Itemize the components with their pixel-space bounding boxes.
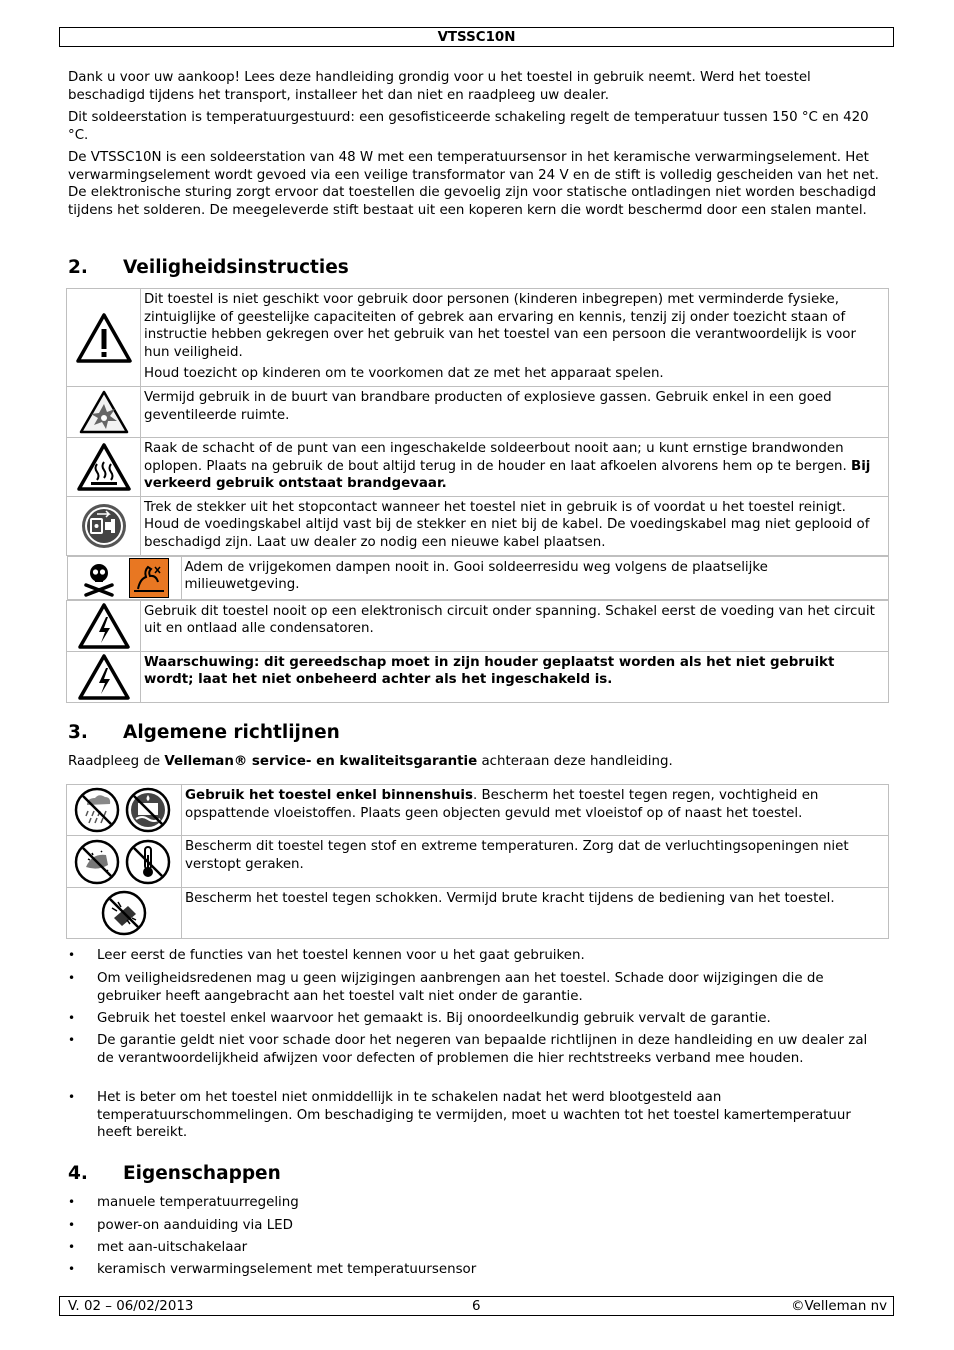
warning-triangle-icon	[67, 289, 141, 387]
section-2-heading: 2. Veiligheidsinstructies	[68, 257, 349, 278]
safety-text: Dit toestel is niet geschikt voor gebruik door personen (kinderen inbegrepen) met verminderde fysieke, zintuiglijke of geestelijke capaciteiten of gebrek aan ervaring en kennis, tenzij zij onder toezicht staan of instructie hebben gekregen over het gebruik van het toestel van een persoon die verantwoordelijk is voor hun veiligheid.	[144, 292, 856, 360]
hot-surface-icon	[67, 438, 141, 497]
bullet-icon: •	[68, 1033, 76, 1047]
safety-row	[67, 387, 889, 438]
footer-version: V. 02 – 06/02/2013	[68, 1299, 194, 1314]
bullet-icon: •	[68, 1262, 76, 1276]
safety-row	[67, 438, 889, 497]
list-item: • Leer eerst de functies van het toestel kennen voor u het gaat gebruiken.	[68, 948, 585, 963]
guideline-row	[67, 836, 889, 888]
bullet-icon: •	[68, 1218, 76, 1232]
safety-row	[67, 496, 889, 555]
page-footer	[59, 1296, 894, 1316]
guideline-row	[67, 785, 889, 836]
safety-warning-bold: Waarschuwing: dit gereedschap moet in zijn houder geplaatst worden als het niet gebruikt wordt; laat het niet onbeheerd achter als het ingeschakeld is.	[144, 654, 835, 688]
list-item: • Het is beter om het toestel niet onmiddellijk in te schakelen nadat het werd blootgesteld aan temperatuurschommelingen. Om beschadiging te vermijden, moet u wachten tot het toestel kamertemperatuur heeft bereikt.	[68, 1090, 851, 1141]
electric-hazard-icon	[67, 600, 141, 651]
section-3-intro: Raadpleeg de Velleman® service- en kwaliteitsgarantie achteraan deze handleiding.	[68, 754, 673, 769]
bullet-icon: •	[68, 1240, 76, 1254]
list-item: • De garantie geldt niet voor schade door het negeren van bepaalde richtlijnen in deze handleiding en uw dealer zal de verantwoordelijkheid afwijzen voor defecten of problemen die hier rechtstreeks verband mee houden.	[68, 1033, 868, 1066]
header-title: VTSSC10N	[437, 30, 516, 45]
list-item: • met aan-uitschakelaar	[68, 1240, 248, 1255]
guideline-text: Bescherm dit toestel tegen stof en extreme temperaturen. Zorg dat de verluchtingsopeningen niet verstopt geraken.	[185, 839, 849, 872]
guidelines-table	[66, 784, 889, 939]
guideline-text: Bescherm het toestel tegen schokken. Vermijd brute kracht tijdens de bediening van het toestel.	[185, 891, 835, 906]
list-item: • keramisch verwarmingselement met temperatuursensor	[68, 1262, 477, 1277]
safety-text: Gebruik dit toestel nooit op een elektronisch circuit onder spanning. Schakel eerst de voeding van het circuit uit en ontlaad alle condensatoren.	[144, 603, 875, 637]
safety-row	[67, 289, 889, 387]
safety-table	[66, 288, 889, 703]
safety-text: Raak de schacht of de punt van een ingeschakelde soldeerbout nooit aan; u kunt ernstige brandwonden oplopen. Plaats na gebruik de bout altijd terug in de houder en laat afkoelen alvorens hem op te bergen.	[144, 441, 851, 474]
section-4-heading: 4. Eigenschappen	[68, 1163, 281, 1184]
unplug-icon	[67, 496, 141, 555]
bullet-icon: •	[68, 1195, 76, 1209]
bullet-icon: •	[68, 971, 76, 985]
safety-row	[67, 555, 889, 600]
list-item: • Om veiligheidsredenen mag u geen wijzigingen aanbrengen aan het toestel. Schade door wijzigingen die de gebruiker heeft aangebracht aan het toestel valt niet onder de garantie.	[68, 971, 824, 1004]
safety-text: Trek de stekker uit het stopcontact wanneer het toestel niet in gebruik is of voordat u het toestel reinigt. Houd de voedingskabel altijd vast bij de stekker en niet bij de kabel. De voedingskabel mag niet geplooid of beschadigd zijn. Laat uw dealer zo nodig een nieuwe kabel plaatsen.	[144, 499, 870, 550]
safety-row	[67, 651, 889, 702]
footer-page-number: 6	[472, 1299, 481, 1314]
no-rain-no-water-icon	[67, 785, 182, 836]
bullet-icon: •	[68, 948, 76, 962]
safety-warning-bold: Bij verkeerd gebruik ontstaat brandgevaar.	[144, 458, 871, 492]
guideline-bold: Gebruik het toestel enkel binnenshuis	[185, 788, 473, 803]
no-dust-no-extreme-temp-icon	[67, 836, 182, 888]
guideline-text: . Bescherm het toestel tegen regen, vochtigheid en opspattende vloeistoffen. Plaats geen objecten gevuld met vloeistof op of naast het toestel.	[185, 788, 819, 821]
section-3-heading: 3. Algemene richtlijnen	[68, 722, 340, 743]
page-header	[59, 27, 894, 47]
intro-paragraph-1: Dank u voor uw aankoop! Lees deze handleiding grondig voor u het toestel in gebruik neemt. Werd het toestel beschadigd tijdens het transport, installeer het dan niet en raadpleeg uw dealer.	[68, 70, 811, 103]
toxic-and-environment-icon	[67, 556, 182, 600]
safety-text: Houd toezicht op kinderen om te voorkomen dat ze met het apparaat spelen.	[144, 366, 664, 382]
safety-row	[67, 600, 889, 651]
explosion-icon	[67, 387, 141, 438]
intro-paragraph-3: De VTSSC10N is een soldeerstation van 48 W met een temperatuursensor in het keramische verwarmingselement. Het verwarmingselement wordt gevoed via een veilige transformator van 24 V en de stift is volledig gescheiden van het net. De elektronische sturing zorgt ervoor dat toestellen die gevoelig zijn voor statische ontladingen niet worden beschadigd tijdens het solderen. De meegeleverde stift bestaat uit een koperen kern die wordt beschermd door een stalen mantel.	[68, 150, 879, 218]
list-item: • manuele temperatuurregeling	[68, 1195, 299, 1210]
guideline-row	[67, 888, 889, 939]
bullet-icon: •	[68, 1011, 76, 1025]
bullet-icon: •	[68, 1090, 76, 1104]
list-item: • Gebruik het toestel enkel waarvoor het gemaakt is. Bij onoordeelkundig gebruik vervalt de garantie.	[68, 1011, 771, 1026]
safety-text: Adem de vrijgekomen dampen nooit in. Gooi soldeerresidu weg volgens de plaatselijke milieuwetgeving.	[184, 559, 768, 593]
intro-paragraph-2: Dit soldeerstation is temperatuurgestuurd: een gesofisticeerde schakeling regelt de temperatuur tussen 150 °C en 420 °C.	[68, 110, 869, 143]
list-item: • power-on aanduiding via LED	[68, 1218, 293, 1233]
safety-text: Vermijd gebruik in de buurt van brandbare producten of explosieve gassen. Gebruik enkel in een goed geventileerde ruimte.	[144, 390, 832, 423]
footer-copyright: ©Velleman nv	[791, 1299, 887, 1314]
no-shock-icon	[67, 888, 182, 939]
electric-hazard-icon	[67, 651, 141, 702]
